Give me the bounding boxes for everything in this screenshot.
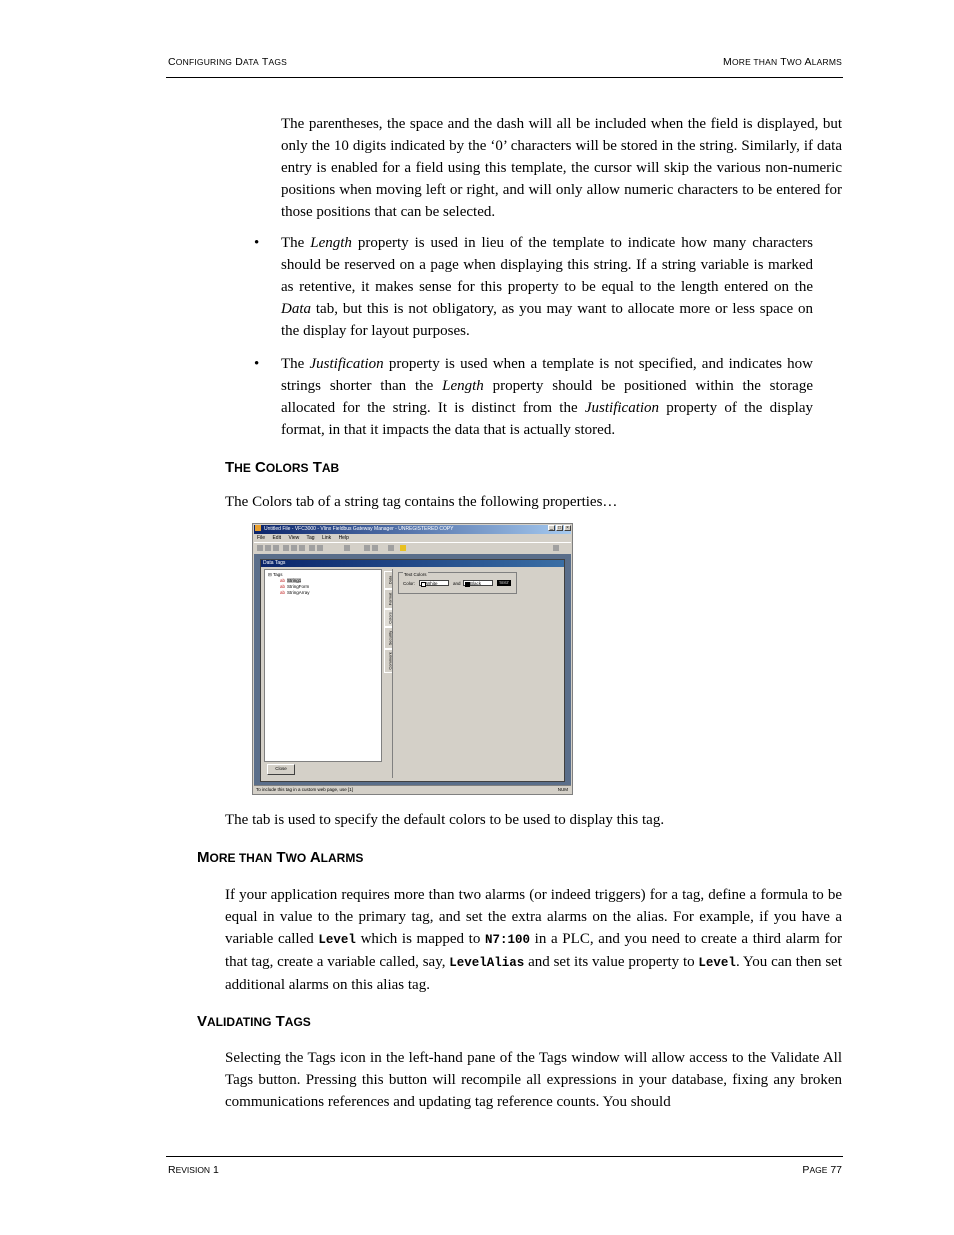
bullet-justification: The Justification property is used when a template is not specified, and indicates how strings shorter than the Length property should be positioned within the storage allocated for the string. It is distinct from the Justification property of the display format, in that it impacts the data that is actually stored. [281, 356, 814, 438]
save-icon[interactable] [273, 545, 279, 551]
heading-more-than-two-alarms: MORE THAN TWO ALARMS [197, 849, 364, 866]
tree-item[interactable]: ab StringForm [280, 584, 310, 589]
close-icon[interactable]: × [564, 525, 571, 531]
paste-icon[interactable] [299, 545, 305, 551]
test-button[interactable]: TEST [498, 580, 510, 585]
window-titlebar: Untitled File - VFC3000 - Vlinx Fieldbus Gateway Manager - UNREGISTERED COPY [254, 525, 571, 534]
foreground-color-select[interactable]: White [419, 580, 449, 586]
menu-link[interactable]: Link [321, 535, 332, 541]
app-icon [255, 525, 261, 531]
validating-paragraph: Selecting the Tags icon in the left-hand pane of the Tags window will allow access to the Validate All Tags button. Pressing this button will recompile all expressions in your database, fixing any broken communications references and updating tag reference counts. You should [225, 1050, 842, 1110]
tab-colors[interactable]: Colors [384, 609, 392, 627]
down-icon[interactable] [372, 545, 378, 551]
text-colors-group: Text Colors Color: White and Black TEST [398, 572, 517, 594]
background-color-select[interactable]: Black [463, 580, 493, 586]
header-rule [166, 77, 843, 78]
menu-tag[interactable]: Tag [306, 535, 315, 541]
maximize-icon[interactable]: □ [557, 525, 562, 531]
colors-tab-screenshot [252, 523, 573, 795]
pane-title: Data Tags [261, 560, 564, 567]
menu-file[interactable]: File [257, 535, 266, 541]
intro-paragraph: The parentheses, the space and the dash will all be included when the field is displayed, but only the 10 digits indicated by the ‘0’ characters will be stored in the string. Similarly, if data entry is enabled for a field using this template, the cursor will skip the various non-numeric positions when moving left or right, and will only allow numeric characters to be entered for those positions that can be selected. [281, 116, 842, 220]
footer-rule [166, 1156, 843, 1157]
tab-comment[interactable]: Comment [384, 649, 392, 673]
copy-icon[interactable] [291, 545, 297, 551]
new-icon[interactable] [257, 545, 263, 551]
running-header-right: MORE THAN TWO ALARMS [723, 56, 842, 68]
redo-icon[interactable] [317, 545, 323, 551]
menu-bar [254, 534, 571, 542]
heading-colors-tab: THE COLORS TAB [225, 459, 340, 476]
menu-help[interactable]: Help [338, 535, 349, 541]
lightning-icon[interactable] [400, 545, 406, 551]
alarms-paragraph: If your application requires more than two alarms (or indeed triggers) for a tag, define a formula to be equal in value to the primary tag, and set the extra alarms on the alias. For example, if you have a variable called Level which is mapped to N7:100 in a PLC, and you need to create a third alarm for that tag, create a variable called, say, LevelAlias and set its value property to Level. You can then set additional alarms on this alias tag. [225, 887, 842, 993]
up-icon[interactable] [364, 545, 370, 551]
tree-item[interactable]: ⊟ Tags [268, 572, 283, 577]
menu-view[interactable]: View [288, 535, 300, 541]
colors-tab-caption: The tab is used to specify the default colors to be used to display this tag. [225, 812, 665, 828]
back-icon[interactable] [553, 545, 559, 551]
undo-icon[interactable] [309, 545, 315, 551]
status-bar: To include this tag in a custom web page, use [1] NUM [254, 785, 571, 794]
close-button[interactable]: Close [267, 764, 295, 775]
tree-item[interactable]: ab String1 [280, 578, 302, 583]
bullet-marker: • [254, 356, 260, 372]
tag-tree[interactable] [264, 569, 382, 762]
bullet-marker: • [254, 235, 260, 251]
tab-security[interactable]: Security [384, 627, 392, 649]
properties-icon[interactable] [388, 545, 394, 551]
tab-format[interactable]: Format [384, 589, 392, 609]
open-icon[interactable] [265, 545, 271, 551]
colors-tab-intro: The Colors tab of a string tag contains the following properties… [225, 494, 618, 510]
minimize-icon[interactable]: _ [548, 525, 555, 531]
data-tags-window [260, 559, 565, 782]
vertical-tabs [384, 569, 393, 778]
tab-data[interactable]: Data [384, 571, 392, 589]
tree-item[interactable]: ab StringArray [280, 590, 310, 595]
cut-icon[interactable] [283, 545, 289, 551]
menu-edit[interactable]: Edit [272, 535, 282, 541]
footer-page-number: PAGE 77 [802, 1164, 842, 1176]
heading-validating-tags: VALIDATING TAGS [197, 1013, 311, 1030]
running-header-left: CONFIGURING DATA TAGS [168, 56, 288, 68]
footer-revision: REVISION 1 [168, 1164, 219, 1176]
bullet-length: The Length property is used in lieu of the template to indicate how many characters should be reserved on a page when displaying this string. If a string variable is marked as retentive, it makes sense for this property to be equal to the length entered on the Data tab, but this is not obligatory, as you may want to allocate more or less space on the display for layout purposes. [281, 235, 813, 339]
view-icon[interactable] [344, 545, 350, 551]
properties-panel [394, 569, 561, 778]
workspace [254, 554, 571, 785]
